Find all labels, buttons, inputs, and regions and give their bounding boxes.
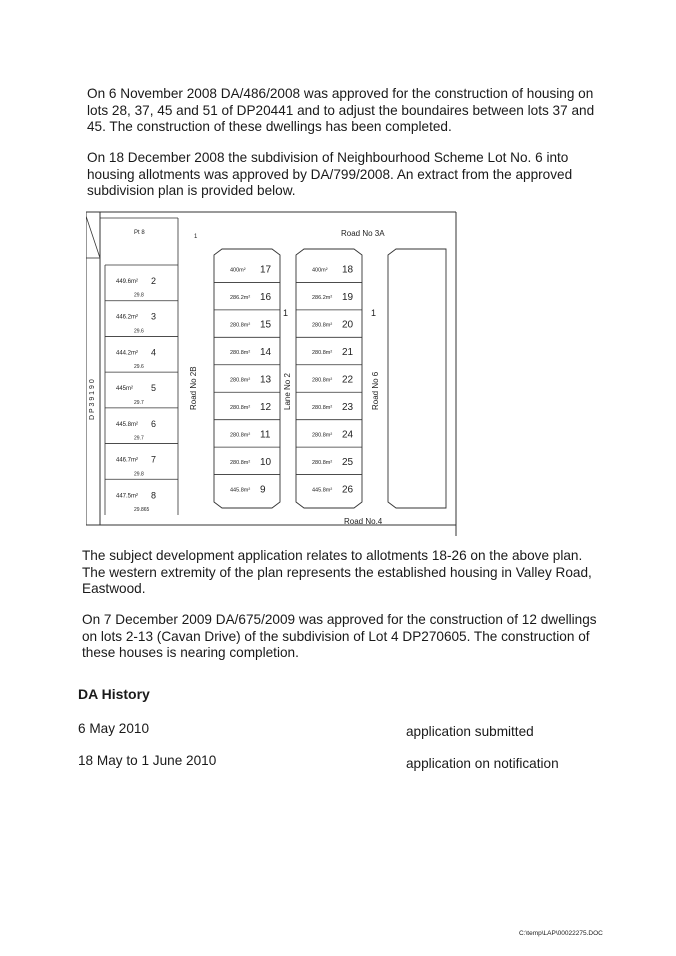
lot-number: 11 [260,429,271,441]
lot-dimension: 29.8 [134,471,144,478]
lot-number: 25 [342,456,354,468]
lot-area: 286.2m² [312,295,333,302]
history-date: 6 May 2010 [78,721,150,736]
lot-area: 280.8m² [312,377,333,384]
lot-number: 5 [151,383,157,394]
road-4-label: Road No.4 [344,517,383,526]
file-path-footer: C:\temp\LAP\00022275.DOC [519,930,603,937]
lot-area: 280.8m² [230,350,251,357]
lot-area: 280.8m² [312,322,333,329]
paragraph-da-486: On 6 November 2008 DA/486/2008 was approved for the construction of housing on lots 28, 37, 45 and 51 of DP20441 and to adjust the boundaires between lots 37 and 45. The construction of these dwellings has been completed. [87,86,595,134]
lot-number: 17 [260,264,272,276]
lot-area: 445m² [116,386,134,393]
lot-number: 14 [260,347,272,359]
lot-number: 21 [342,347,354,359]
paragraph-da-675: On 7 December 2009 DA/675/2009 was approved for the construction of 12 dwellings on lots 2-13 (Cavan Drive) of the subdivision of Lot 4 DP270605. The construction of these houses is nearing completion. [82,612,597,660]
lot-number: 19 [342,292,354,304]
lot-area: 449.6m² [116,279,139,285]
lot-area: 446.2m² [116,314,139,321]
lot-dimension: 29.865 [134,507,150,513]
pt8-label: Pt 8 [134,230,145,236]
lot-area: 280.8m² [312,404,333,411]
lot-number: 10 [260,456,272,468]
lot-dimension: 29.7 [134,399,144,406]
lot-area: 280.8m² [230,404,251,411]
lot-number: 9 [260,484,266,496]
lane-2-label: Lane No 2 [283,373,292,410]
one-mark: 1 [194,234,198,240]
lot-area: 400m² [312,267,328,274]
history-description: application on notification [406,756,559,771]
lot-dimension: 29.6 [134,328,144,335]
lot-area: 280.8m² [230,377,251,384]
lot-area: 400m² [230,267,246,274]
lot-area: 280.8m² [230,459,251,466]
lot-area: 447.5m² [116,493,139,500]
lot-area: 444.2m² [116,350,139,357]
lot-area: 280.8m² [312,350,333,357]
lot-area: 445.8m² [312,487,333,494]
lot-area: 280.8m² [230,322,251,329]
lot-number: 2 [151,276,157,286]
one-mark: 1 [283,308,289,318]
lot-area: 280.8m² [312,432,333,439]
lot-dimension: 29.8 [134,292,144,299]
lot-number: 6 [151,418,157,429]
subdivision-plan [86,210,458,536]
lot-number: 4 [151,347,157,358]
lot-number: 13 [260,374,272,386]
road-3a-label: Road No 3A [341,229,385,238]
paragraph-da-799: On 18 December 2008 the subdivision of Neighbourhood Scheme Lot No. 6 into housing allotments was approved by DA/799/2008. An extract from the approved subdivision plan is provided below. [87,150,573,198]
lot-number: 18 [342,264,354,276]
history-description: application submitted [406,724,534,739]
paragraph-subject-allotments: The subject development application relates to allotments 18-26 on the above plan. The western extremity of the plan represents the established housing in Valley Road, Eastwood. [82,548,592,596]
lot-number: 22 [342,374,354,386]
lot-area: 286.2m² [230,295,251,302]
lot-number: 12 [260,401,272,413]
lot-number: 3 [151,311,157,322]
lot-number: 16 [260,292,272,304]
history-date: 18 May to 1 June 2010 [78,753,217,768]
lot-number: 24 [342,429,354,441]
lot-area: 445.8m² [230,487,251,494]
lot-area: 280.8m² [312,459,333,466]
road-6-label: Road No 6 [371,371,380,410]
lot-number: 15 [260,319,272,331]
lot-area: 280.8m² [230,432,251,439]
road-2b-label: Road No 2B [189,366,198,410]
dp-label: D P 3 9 1 9 0 [89,379,96,420]
lot-dimension: 29.7 [134,435,144,442]
one-mark: 1 [371,308,377,318]
lot-number: 20 [342,319,354,331]
lot-number: 8 [151,490,157,501]
lot-area: 446.7m² [116,457,139,464]
lot-dimension: 29.6 [134,364,144,371]
lot-number: 26 [342,484,354,496]
lot-number: 7 [151,454,157,465]
lot-number: 23 [342,401,354,413]
da-history-heading: DA History [78,686,150,702]
lot-area: 445.8m² [116,421,139,428]
